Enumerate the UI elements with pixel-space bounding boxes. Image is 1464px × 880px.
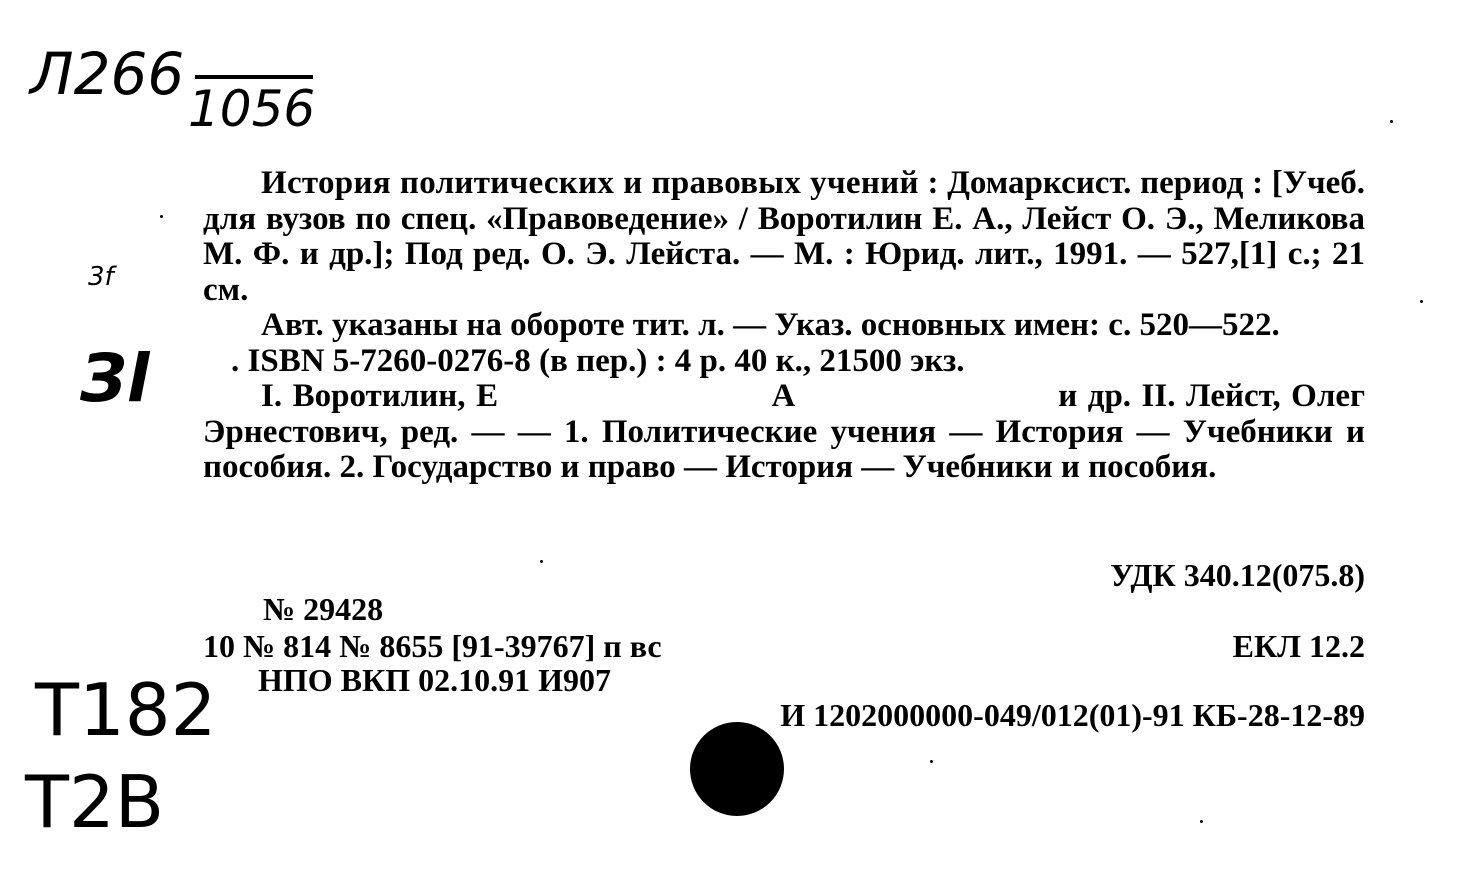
speck: [1420, 300, 1423, 303]
print-line: 10 № 814 № 8655 [91-39767] п вс: [203, 628, 662, 664]
handwritten-bottom-code-1: Т182: [35, 668, 217, 752]
speck: [160, 215, 163, 218]
ekl-code: ЕКЛ 12.2: [1232, 628, 1365, 664]
bibliographic-description: [203, 165, 1374, 486]
speck: [930, 760, 933, 763]
note: Авт. указаны на обороте тит. л. — Указ. основных имен: с. 520—522.: [261, 307, 1280, 343]
handwritten-side-mark: 3f: [88, 262, 114, 292]
imprint: : Домарксист. период : [Учеб. для вузов по спец. «Правоведение» / Воротилин Е. А., Лейст О. Э., Меликова М. Ф. и др.]; Под ред. О. Э. Лейста. — М. : Юрид. лит., 1991. — 527,[1] с.; 21 см.: [203, 165, 1366, 308]
handwritten-fraction-number: 1056: [188, 80, 316, 138]
index-line: И 1202000000-049/012(01)-91 КБ-28-12-89: [780, 697, 1365, 733]
npo-line: НПО ВКП 02.10.91 И907: [258, 662, 611, 698]
handwritten-shelf-code: Л266: [30, 40, 185, 108]
handwritten-middle-mark: Зl: [80, 340, 150, 417]
card-punch-hole: [690, 722, 784, 816]
tracings: I. Воротилин, Е А и др. II. Лейст, Олег Эрнестович, ред. — — 1. Политические учения — История — Учебники и пособия. 2. Государство и право — История — Учебники и пособия.: [203, 378, 1374, 485]
handwritten-bottom-code-2: Т2В: [25, 760, 165, 844]
speck: [1390, 120, 1393, 123]
book-title: История политических и правовых учений: [261, 165, 919, 201]
main-entry: [203, 166, 1365, 308]
speck: [540, 560, 543, 563]
udk-code: УДК 340.12(075.8): [1110, 557, 1365, 593]
isbn-line: . ISBN 5-7260-0276-8 (в пер.) : 4 р. 40 к., 21500 экз.: [231, 342, 965, 379]
card-number: № 29428: [263, 591, 384, 627]
speck: [1200, 820, 1203, 823]
fraction-line: [195, 75, 313, 79]
